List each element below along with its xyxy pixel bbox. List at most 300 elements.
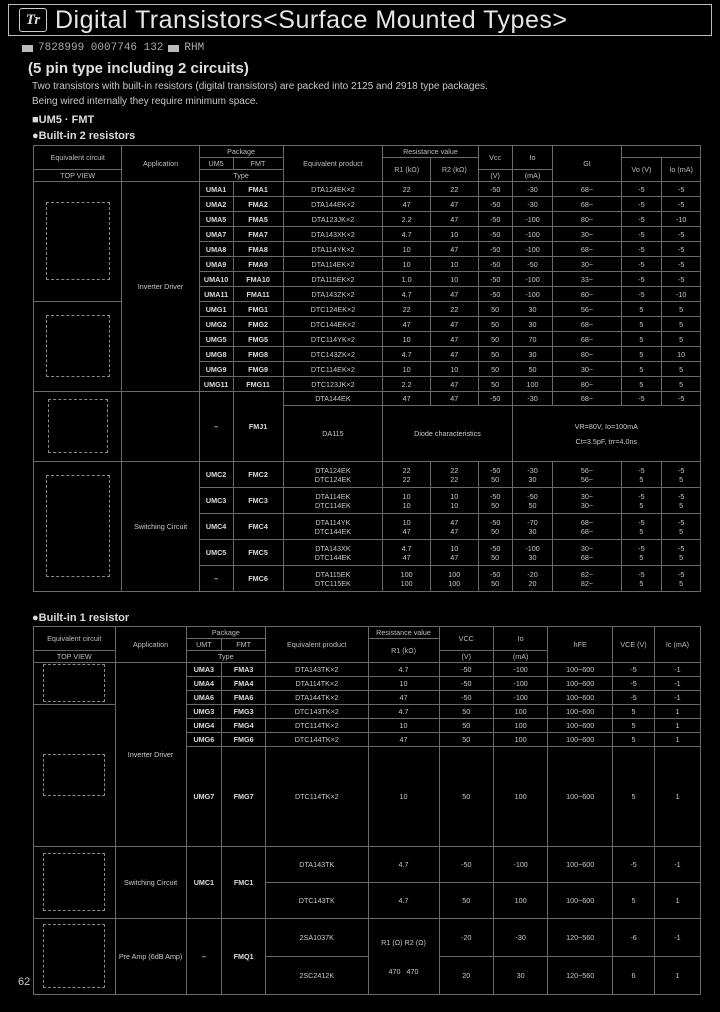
- r2-value: [430, 462, 478, 488]
- fmt-type: FMA9: [233, 257, 283, 272]
- umt-type: UMG4: [186, 719, 222, 733]
- catalog-number: 7828999 0007746 132: [38, 42, 164, 54]
- io-ma-value-npn: 5: [679, 578, 684, 588]
- table-row: [34, 182, 701, 197]
- um5-type: UMG9: [199, 362, 233, 377]
- equivalent-product: DTA143ZK×2: [283, 287, 383, 302]
- gi-value: 80~: [553, 212, 621, 227]
- r2-value-pnp: 10: [450, 491, 459, 501]
- circuit-diagram-icon: [43, 664, 105, 702]
- io-ma-value: -10: [662, 287, 701, 302]
- equivalent-circuit-cell: [34, 919, 116, 995]
- equivalent-product-npn: DTC115EK: [315, 578, 351, 588]
- equivalent-product: DTA123JK×2: [283, 212, 383, 227]
- io-value: -30: [512, 392, 553, 406]
- vo-value: -5: [621, 197, 662, 212]
- um5-type: UMC2: [199, 462, 233, 488]
- vcc-value: 50: [439, 733, 493, 747]
- io-value: 100: [493, 733, 547, 747]
- vcc-value: -50: [478, 227, 512, 242]
- vcc-value-npn: 50: [491, 500, 500, 510]
- ic-value: -1: [654, 663, 700, 677]
- ic-value: -1: [654, 847, 700, 883]
- io-value-pnp: -30: [527, 465, 538, 475]
- gi-value-npn: 82~: [580, 578, 594, 588]
- r2-ohm-header: R2 (Ω): [404, 937, 426, 947]
- header-fmt: FMT: [222, 639, 266, 651]
- fmt-type: FMG5: [233, 332, 283, 347]
- vo-value: 5: [621, 347, 662, 362]
- io-value: [512, 488, 553, 514]
- header-vcc-unit: (V): [439, 651, 493, 663]
- r2-value: 10: [430, 272, 478, 287]
- io-value: 100: [493, 883, 547, 919]
- equivalent-product: 2SC2412K: [266, 957, 368, 995]
- r2-value: 47: [430, 197, 478, 212]
- r2-value: 47: [430, 242, 478, 257]
- equivalent-product: DTC143ZK×2: [283, 347, 383, 362]
- vcc-value: -50: [478, 257, 512, 272]
- io-value: -100: [493, 677, 547, 691]
- r1-value: 10: [383, 332, 431, 347]
- io-value: 70: [512, 332, 553, 347]
- ic-value: 1: [654, 705, 700, 719]
- um5-type: UMG11: [199, 377, 233, 392]
- gi-value: 30~: [553, 227, 621, 242]
- io-value-npn: 30: [528, 552, 537, 562]
- io-ma-value: 5: [662, 317, 701, 332]
- r1-ohm-header: R1 (Ω): [381, 937, 403, 947]
- um5-type: UMG2: [199, 317, 233, 332]
- fmt-type: FMG11: [233, 377, 283, 392]
- section-heading: (5 pin type including 2 circuits): [28, 60, 249, 77]
- vce-value: 5: [613, 747, 655, 847]
- r1-value: 4.7: [368, 663, 439, 677]
- vo-value-pnp: -5: [638, 465, 645, 475]
- gi-value: 33~: [553, 272, 621, 287]
- ic-value: 1: [654, 883, 700, 919]
- header-package: Package: [186, 627, 265, 639]
- r1-value: 10: [383, 257, 431, 272]
- umt-type: UMG6: [186, 733, 222, 747]
- io-ma-value-pnp: -5: [677, 517, 685, 527]
- circle-bullet-icon: ●: [32, 130, 39, 142]
- equivalent-product-pnp: DTA124EK: [315, 465, 351, 475]
- io-ma-value: -5: [662, 392, 701, 406]
- vo-value-pnp: -5: [638, 491, 645, 501]
- um5-type: UMA7: [199, 227, 233, 242]
- vo-value: [621, 566, 662, 592]
- r1-value: 10: [368, 747, 439, 847]
- vo-value-npn: 5: [639, 500, 644, 510]
- fmt-type: FMA8: [233, 242, 283, 257]
- vo-value-npn: 5: [639, 474, 644, 484]
- vo-value-npn: 5: [639, 578, 644, 588]
- gi-value-npn: 56~: [580, 474, 594, 484]
- r2-value: 10: [430, 362, 478, 377]
- header-vcc: Vcc: [478, 146, 512, 170]
- r1-value-npn: 22: [402, 474, 411, 484]
- vcc-value-pnp: -50: [489, 569, 501, 579]
- equivalent-product: [283, 462, 383, 488]
- ic-value: -1: [654, 677, 700, 691]
- vce-value: 6: [613, 957, 655, 995]
- circuit-diagram-icon: [46, 202, 110, 280]
- vcc-value-npn: 50: [491, 526, 500, 536]
- io-ma-value: 5: [662, 332, 701, 347]
- header-r1: R1 (kΩ): [368, 639, 439, 663]
- r2-value: 10: [430, 227, 478, 242]
- gi-value: 68~: [553, 182, 621, 197]
- umt-type: UMC1: [186, 847, 222, 919]
- io-value: -30: [512, 197, 553, 212]
- um5-type: –: [199, 566, 233, 592]
- vcc-value: 50: [478, 317, 512, 332]
- header-r1: R1 (kΩ): [383, 158, 431, 182]
- table-row: [34, 392, 701, 406]
- io-value: 100: [512, 377, 553, 392]
- equivalent-product: DTC114TK×2: [266, 747, 368, 847]
- gi-value-pnp: 30~: [580, 491, 594, 501]
- header-io-unit: (mA): [512, 170, 553, 182]
- table-row: [34, 462, 701, 488]
- ic-value: 1: [654, 733, 700, 747]
- hfe-value: 100~600: [548, 691, 613, 705]
- fmt-type: FMG9: [233, 362, 283, 377]
- hfe-value: 100~600: [548, 883, 613, 919]
- application-pre-amp: Pre Amp (6dB Amp): [115, 919, 186, 995]
- black-block-icon: [22, 45, 33, 52]
- fmt-type: FMC6: [233, 566, 283, 592]
- vcc-value: 50: [478, 377, 512, 392]
- vce-value: 5: [613, 733, 655, 747]
- circuit-diagram-icon: [46, 315, 110, 377]
- vo-value: 5: [621, 362, 662, 377]
- diode-characteristics-values: [512, 406, 700, 462]
- equivalent-product: DTC114EK×2: [283, 362, 383, 377]
- vcc-value-npn: 50: [491, 578, 500, 588]
- header-equivalent-product: Equivalent product: [266, 627, 368, 663]
- vcc-value: -20: [439, 919, 493, 957]
- equivalent-product: DTC143TK×2: [266, 705, 368, 719]
- fmt-type: FMC5: [233, 540, 283, 566]
- header-umt: UMT: [186, 639, 222, 651]
- r2-value: 47: [430, 212, 478, 227]
- um5-type: UMC4: [199, 514, 233, 540]
- equivalent-product-diode: DA115: [283, 406, 383, 462]
- um5-type: UMG5: [199, 332, 233, 347]
- hfe-value: 100~600: [548, 705, 613, 719]
- ic-value: 1: [654, 957, 700, 995]
- vcc-value: -50: [478, 287, 512, 302]
- fmt-type: FMG7: [222, 747, 266, 847]
- r1-value-pnp: 4.7: [401, 543, 412, 553]
- um5-type: UMC5: [199, 540, 233, 566]
- fmt-type: FMA6: [222, 691, 266, 705]
- r1-value: 4.7: [383, 227, 431, 242]
- vcc-value: 20: [439, 957, 493, 995]
- gi-value: 80~: [553, 287, 621, 302]
- header-io: Io: [493, 627, 547, 651]
- io-value: -30: [493, 919, 547, 957]
- r1-value: 47: [368, 691, 439, 705]
- equivalent-product: DTC114YK×2: [283, 332, 383, 347]
- header-equivalent-product: Equivalent product: [283, 146, 383, 182]
- equivalent-circuit-cell: [34, 663, 116, 705]
- header-io-unit: (mA): [493, 651, 547, 663]
- vcc-value: [478, 566, 512, 592]
- header-type: Type: [199, 170, 283, 182]
- rohm-tr-logo-icon: Tr: [19, 8, 47, 32]
- intro-line: Two transistors with built-in resistors (digital transistors) are packed into 2125 and 2918 type packages.: [32, 81, 488, 92]
- equivalent-product-npn: DTC114EK: [315, 500, 351, 510]
- equivalent-product: DTA114TK×2: [266, 677, 368, 691]
- r1-value-npn: 100: [400, 578, 413, 588]
- umt-type: UMG7: [186, 747, 222, 847]
- gi-value: 68~: [553, 317, 621, 332]
- r1-value: 10: [383, 242, 431, 257]
- page-title: Digital Transistors<Surface Mounted Types>: [55, 5, 568, 34]
- equivalent-product: DTA115EK×2: [283, 272, 383, 287]
- equivalent-product: DTC143TK: [266, 883, 368, 919]
- io-ma-value-pnp: -5: [677, 491, 685, 501]
- circuit-diagram-icon: [43, 754, 105, 796]
- vo-value: [621, 514, 662, 540]
- io-value: 30: [493, 957, 547, 995]
- vcc-value: 50: [439, 747, 493, 847]
- io-value: -100: [512, 287, 553, 302]
- vo-value: 5: [621, 302, 662, 317]
- equivalent-circuit-cell: [34, 392, 122, 462]
- header-top-view: TOP VIEW: [34, 170, 122, 182]
- ic-value: -1: [654, 691, 700, 705]
- header-vcc: VCC: [439, 627, 493, 651]
- io-value: 100: [493, 747, 547, 847]
- catalog-code-line: [22, 42, 204, 54]
- fmt-type: FMA4: [222, 677, 266, 691]
- header-blank: [621, 146, 700, 158]
- r2-value: [430, 566, 478, 592]
- vce-value: -5: [613, 677, 655, 691]
- equivalent-circuit-cell: [34, 462, 122, 592]
- fmt-type: FMA5: [233, 212, 283, 227]
- io-ma-value-npn: 5: [679, 552, 684, 562]
- fmt-type: FMJ1: [233, 392, 283, 462]
- io-ma-value: -5: [662, 272, 701, 287]
- io-ma-value: [662, 488, 701, 514]
- intro-text: [32, 79, 632, 109]
- equivalent-product: [283, 566, 383, 592]
- io-ma-value: 5: [662, 377, 701, 392]
- vce-value: -5: [613, 847, 655, 883]
- hfe-value: 100~600: [548, 719, 613, 733]
- io-ma-value-npn: 5: [679, 500, 684, 510]
- vcc-value: 50: [439, 883, 493, 919]
- equivalent-product: DTA114EK×2: [283, 257, 383, 272]
- black-block-icon: [168, 45, 179, 52]
- r1-r2-values: [371, 967, 437, 976]
- header-application: Application: [122, 146, 199, 182]
- io-ma-value: 10: [662, 347, 701, 362]
- vcc-value: -50: [439, 663, 493, 677]
- r2-value: [430, 540, 478, 566]
- vce-value: 5: [613, 705, 655, 719]
- io-value: [512, 514, 553, 540]
- vo-value: [621, 540, 662, 566]
- header-fmt: FMT: [233, 158, 283, 170]
- equivalent-circuit-cell: [34, 847, 116, 919]
- io-ma-value: 5: [662, 302, 701, 317]
- r2-value-pnp: 100: [448, 569, 461, 579]
- header-package: Package: [199, 146, 283, 158]
- vcc-value: -50: [478, 392, 512, 406]
- vo-value-pnp: -5: [638, 543, 645, 553]
- io-value: -30: [512, 182, 553, 197]
- io-value-npn: 50: [528, 500, 537, 510]
- page-number: 62: [18, 976, 31, 988]
- um5-type: UMA8: [199, 242, 233, 257]
- io-value-npn: 30: [528, 526, 537, 536]
- vce-value: -6: [613, 919, 655, 957]
- equivalent-product-npn: DTC144EK: [314, 552, 352, 562]
- fmt-type: FMA11: [233, 287, 283, 302]
- r1-value: 2.2: [383, 377, 431, 392]
- header-type: Type: [186, 651, 265, 663]
- fmt-type: FMG1: [233, 302, 283, 317]
- equivalent-product: 2SA1037K: [266, 919, 368, 957]
- fmt-type: FMG2: [233, 317, 283, 332]
- io-ma-value: [662, 514, 701, 540]
- fmt-type: FMC3: [233, 488, 283, 514]
- io-value-npn: 20: [528, 578, 537, 588]
- r2-value-npn: 100: [448, 578, 461, 588]
- r1-r2-header: [371, 938, 437, 947]
- vo-value: -5: [621, 272, 662, 287]
- header-ic: Ic (mA): [654, 627, 700, 663]
- r2-value-npn: 47: [450, 552, 459, 562]
- vo-value: -5: [621, 227, 662, 242]
- gi-value: 30~: [553, 257, 621, 272]
- r1-value-npn: 47: [402, 552, 411, 562]
- um5-type: UMA1: [199, 182, 233, 197]
- header-equivalent-circuit: Equivalent circuit: [34, 146, 122, 170]
- r1-value: 2.2: [383, 212, 431, 227]
- io-value-pnp: -70: [527, 517, 538, 527]
- fmt-type: FMC2: [233, 462, 283, 488]
- equivalent-product-pnp: DTA115EK: [315, 569, 351, 579]
- vo-value: 5: [621, 332, 662, 347]
- table-row: [34, 663, 701, 677]
- io-value-pnp: -50: [527, 491, 538, 501]
- equivalent-circuit-cell: [34, 182, 122, 302]
- gi-value: 80~: [553, 377, 621, 392]
- hfe-value: 120~560: [548, 919, 613, 957]
- vcc-value: 50: [478, 347, 512, 362]
- vcc-value-npn: 50: [491, 474, 500, 484]
- vcc-value: -50: [478, 197, 512, 212]
- vo-value: -5: [621, 392, 662, 406]
- equivalent-product: [283, 488, 383, 514]
- fmt-type: FMA3: [222, 663, 266, 677]
- r1-value: 10: [368, 677, 439, 691]
- io-ma-value-npn: 5: [679, 474, 684, 484]
- equivalent-product-pnp: DTA114YK: [315, 517, 351, 527]
- vcc-value-npn: 50: [491, 552, 500, 562]
- header-r2: R2 (kΩ): [430, 158, 478, 182]
- equivalent-product-pnp: DTA143XK: [315, 543, 351, 553]
- io-ma-value-npn: 5: [679, 526, 684, 536]
- io-value: [512, 462, 553, 488]
- vo-value: -5: [621, 242, 662, 257]
- equivalent-product-pnp: DTA114EK: [315, 491, 351, 501]
- vo-value: 5: [621, 377, 662, 392]
- equivalent-product: DTA143TK×2: [266, 663, 368, 677]
- vo-value: [621, 488, 662, 514]
- vcc-value: 50: [478, 332, 512, 347]
- r1-value-pnp: 10: [402, 491, 411, 501]
- table-header-row: [34, 627, 701, 639]
- vcc-value: 50: [478, 362, 512, 377]
- gi-value: [553, 566, 621, 592]
- hfe-value: 100~600: [548, 663, 613, 677]
- header-resistance: Resistance value: [383, 146, 478, 158]
- application-inverter: Inverter Driver: [122, 182, 199, 392]
- vo-value-pnp: -5: [638, 569, 645, 579]
- application-switching: Switching Circuit: [122, 462, 199, 592]
- io-value: -100: [512, 272, 553, 287]
- r1-value-pnp: 10: [402, 517, 411, 527]
- vcc-value: 50: [478, 302, 512, 317]
- io-value-pnp: -100: [525, 543, 540, 553]
- equivalent-product: DTC114TK×2: [266, 719, 368, 733]
- io-ma-value: -5: [662, 197, 701, 212]
- um5-type: UMA9: [199, 257, 233, 272]
- umt-type: –: [186, 919, 222, 995]
- built-in-1-title: ●Built-in 1 resistor: [32, 612, 130, 624]
- r1-value: 47: [383, 197, 431, 212]
- r2-value: 10: [430, 257, 478, 272]
- table-row: [34, 847, 701, 883]
- fmt-type: FMC4: [233, 514, 283, 540]
- um5-fmt-label: ■UM5 · FMT: [32, 114, 95, 126]
- ic-value: -1: [654, 919, 700, 957]
- equivalent-product: [283, 540, 383, 566]
- r1-value: 22: [383, 182, 431, 197]
- gi-value: 68~: [553, 242, 621, 257]
- equivalent-product: DTA124EK×2: [283, 182, 383, 197]
- header-io: Io: [512, 146, 553, 170]
- io-ma-value: -5: [662, 257, 701, 272]
- fmt-type: FMG8: [233, 347, 283, 362]
- io-value: -100: [493, 691, 547, 705]
- hfe-value: 120~560: [548, 957, 613, 995]
- gi-value: 80~: [553, 347, 621, 362]
- equivalent-product: DTC123JK×2: [283, 377, 383, 392]
- equivalent-product: DTC144EK×2: [283, 317, 383, 332]
- fmt-type: FMG4: [222, 719, 266, 733]
- equivalent-product: DTA114YK×2: [283, 242, 383, 257]
- r1-value: 10: [368, 719, 439, 733]
- fmt-type: FMA1: [233, 182, 283, 197]
- r2-value-npn: 10: [450, 500, 459, 510]
- header-application: Application: [115, 627, 186, 663]
- um5-type: UMA5: [199, 212, 233, 227]
- vcc-value: -50: [478, 242, 512, 257]
- io-value: 30: [512, 347, 553, 362]
- r2-value: 470: [406, 966, 419, 976]
- r2-value-pnp: 47: [450, 517, 459, 527]
- vce-value: 5: [613, 883, 655, 919]
